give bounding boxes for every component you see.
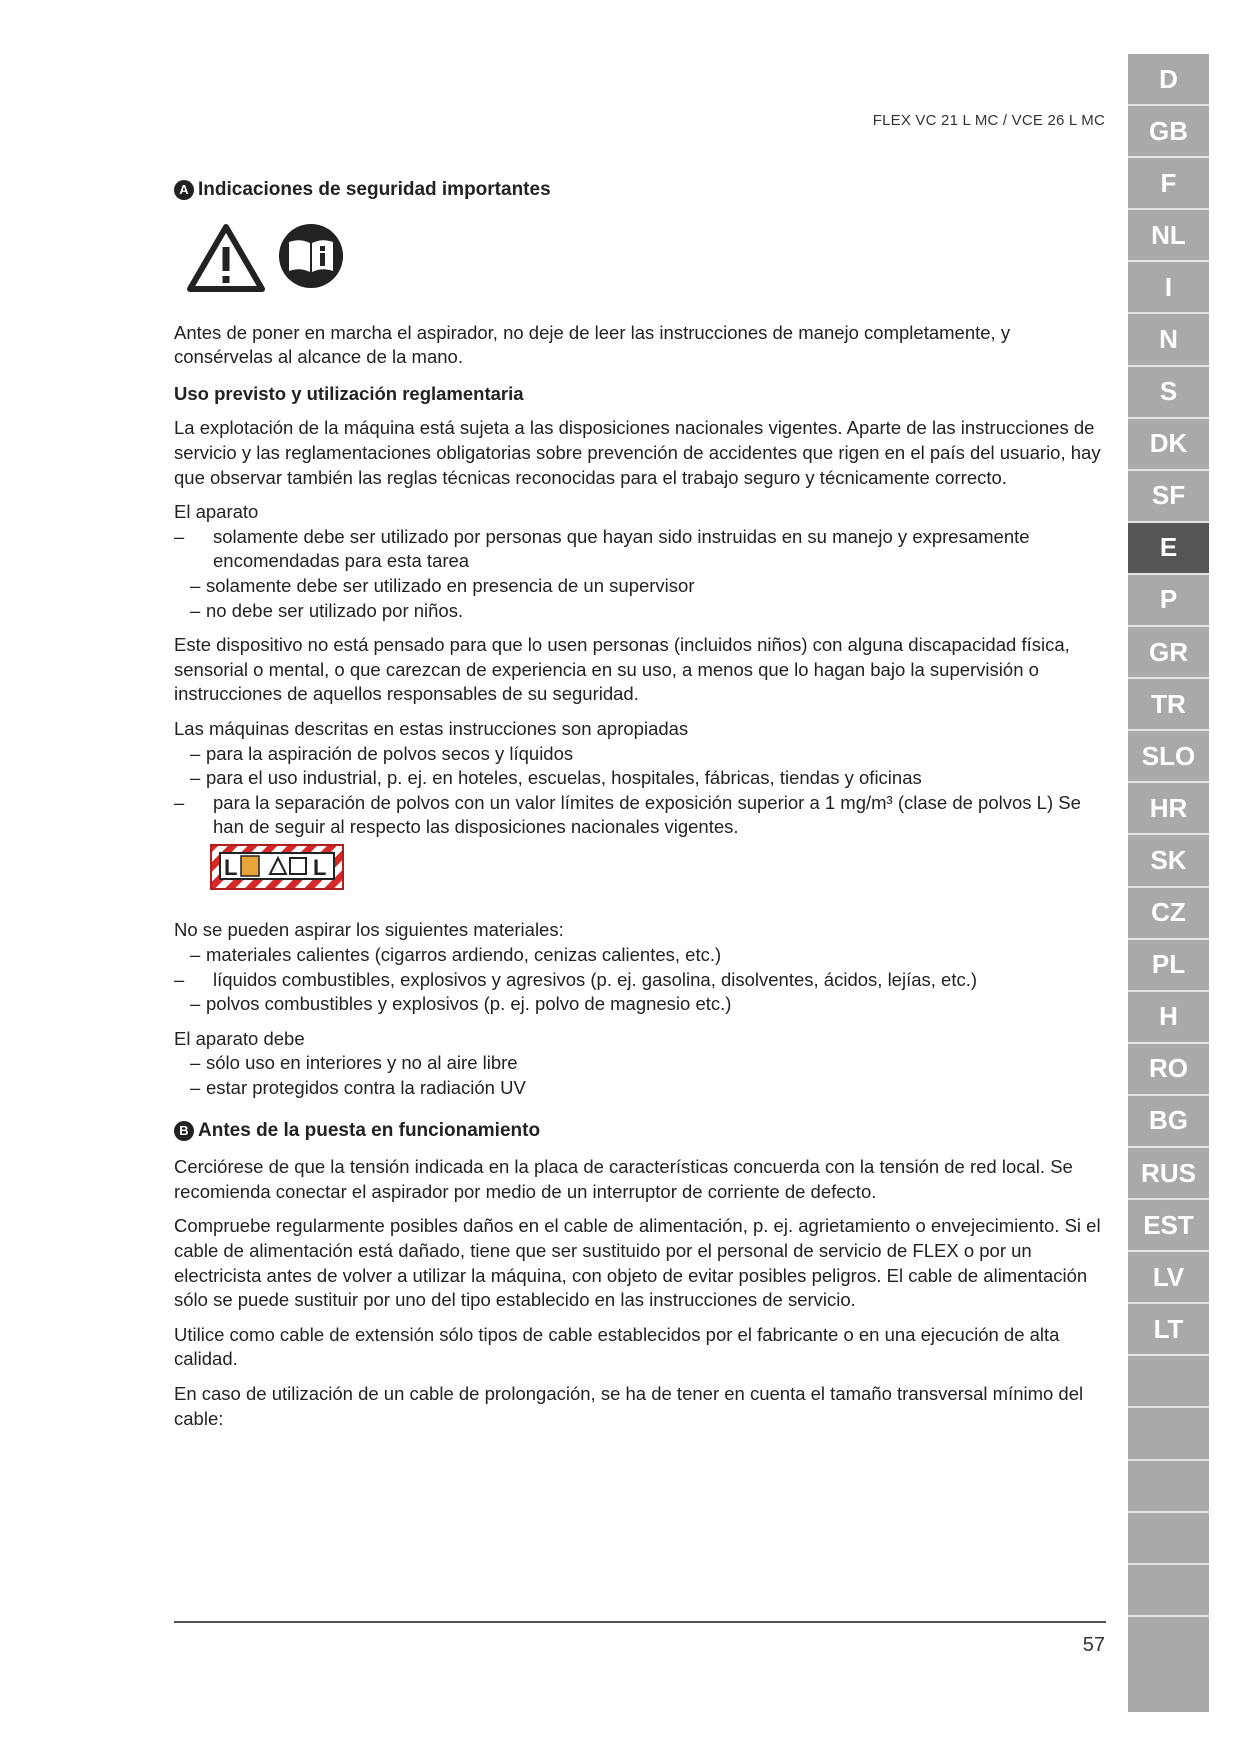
dust-class-l-icon: [210, 844, 344, 890]
header-model-title: FLEX VC 21 L MC / VCE 26 L MC: [872, 112, 1105, 129]
language-sidebar: [1128, 54, 1209, 1712]
language-tab-est[interactable]: EST: [1128, 1200, 1209, 1252]
language-tab-cz[interactable]: CZ: [1128, 888, 1209, 940]
section-b-title: Antes de la puesta en funcionamiento: [198, 1119, 541, 1141]
device-list: [174, 525, 1102, 623]
footer-divider: [174, 1621, 1106, 1623]
language-tab-pl[interactable]: PL: [1128, 940, 1209, 992]
section-b-paragraph-2: Compruebe regularmente posibles daños en el cable de alimentación, p. ej. agrietamiento o envejecimiento. Si el cable de alimentación está dañado, tiene que ser sustituido por el personal de servicio de FLEX o por un electricista antes de volver a utilizar la máquina, con objeto de evitar posibles peligros. El cable de alimentación sólo se puede sustituir por uno del tipo establecido en las instrucciones de servicio.: [174, 1215, 1101, 1311]
list-item: – solamente debe ser utilizado en presencia de un supervisor: [190, 574, 1102, 599]
section-b-heading: [174, 1119, 1102, 1144]
language-tab-s[interactable]: S: [1128, 367, 1209, 419]
language-tab-gb[interactable]: GB: [1128, 106, 1209, 158]
language-tab-lt[interactable]: LT: [1128, 1304, 1209, 1356]
section-b-badge: B: [174, 1121, 194, 1141]
list-item: – polvos combustibles y explosivos (p. ej. polvo de magnesio etc.): [190, 992, 1102, 1017]
warning-triangle-icon: [186, 223, 266, 293]
main-content: [174, 178, 1102, 1441]
language-tab-empty: [1128, 1513, 1209, 1565]
language-tab-d[interactable]: D: [1128, 54, 1209, 106]
dust-label-left: L: [224, 854, 238, 880]
section-a-intro: Antes de poner en marcha el aspirador, no deje de leer las instrucciones de manejo completamente, y consérvelas al alcance de la mano.: [174, 321, 1011, 368]
must-lead: El aparato debe: [174, 1027, 305, 1049]
section-a-heading: [174, 178, 1102, 203]
section-b-paragraph-4: En caso de utilización de un cable de prolongación, se ha de tener en cuenta el tamaño transversal mínimo del cable:: [174, 1382, 1084, 1429]
list-item: – solamente debe ser utilizado por personas que hayan sido instruidas en su manejo y expresamente encomendadas para esta tarea: [174, 525, 1102, 574]
language-tab-empty: [1128, 1408, 1209, 1460]
language-tab-empty: [1128, 1356, 1209, 1408]
read-manual-icon: [278, 223, 344, 289]
list-item: – para el uso industrial, p. ej. en hoteles, escuelas, hospitales, fábricas, tiendas y oficinas: [190, 766, 1102, 791]
no-vacuum-list: [174, 943, 1102, 1017]
language-tab-f[interactable]: F: [1128, 158, 1209, 210]
device-lead: El aparato: [174, 501, 259, 523]
section-b-paragraph-1: Cerciórese de que la tensión indicada en la placa de características concuerda con la tensión de red local. Se recomienda conectar el aspirador por medio de un interruptor de corriente de defecto.: [174, 1156, 1073, 1202]
language-tab-hr[interactable]: HR: [1128, 783, 1209, 835]
language-tab-h[interactable]: H: [1128, 992, 1209, 1044]
language-tab-slo[interactable]: SLO: [1128, 731, 1209, 783]
page-number: 57: [1082, 1634, 1105, 1656]
list-item: – para la separación de polvos con un valor límites de exposición superior a 1 mg/m³ (clase de polvos L) Se han de seguir al respecto las disposiciones nacionales vigentes.: [174, 791, 1102, 840]
language-tab-bg[interactable]: BG: [1128, 1096, 1209, 1148]
section-a-title: Indicaciones de seguridad importantes: [198, 179, 551, 200]
use-paragraph-2: Este dispositivo no está pensado para que lo usen personas (incluidos niños) con alguna discapacidad física, sensorial o mental, o que carezcan de experiencia en su uso, a menos que lo hagan bajo la supervisión o instrucciones de aquellos responsables de su seguridad.: [174, 634, 1070, 705]
must-list: [174, 1051, 1102, 1100]
list-item: – líquidos combustibles, explosivos y agresivos (p. ej. gasolina, disolventes, ácidos, lejías, etc.): [174, 968, 1102, 993]
language-tab-nl[interactable]: NL: [1128, 210, 1209, 262]
language-tab-sf[interactable]: SF: [1128, 471, 1209, 523]
language-tab-rus[interactable]: RUS: [1128, 1148, 1209, 1200]
language-tab-empty: [1128, 1565, 1209, 1617]
language-tab-lv[interactable]: LV: [1128, 1252, 1209, 1304]
language-tab-dk[interactable]: DK: [1128, 419, 1209, 471]
no-vacuum-lead: No se pueden aspirar los siguientes materiales:: [174, 919, 564, 941]
list-item: – materiales calientes (cigarros ardiendo, cenizas calientes, etc.): [190, 943, 1102, 968]
use-heading: Uso previsto y utilización reglamentaria: [174, 382, 524, 404]
use-paragraph-1: La explotación de la máquina está sujeta a las disposiciones nacionales vigentes. Aparte de las instrucciones de servicio y las reglamentaciones obligatorias sobre prevención de accidentes que rigen en el país del usuario, hay que observar también las reglas técnicas reconocidas para el trabajo seguro y técnicamente correcto.: [174, 417, 1101, 488]
language-tab-ro[interactable]: RO: [1128, 1044, 1209, 1096]
language-tab-p[interactable]: P: [1128, 575, 1209, 627]
language-tab-e[interactable]: E: [1128, 523, 1209, 575]
dust-label-right: L: [313, 854, 327, 880]
language-tab-tr[interactable]: TR: [1128, 679, 1209, 731]
language-tab-sk[interactable]: SK: [1128, 835, 1209, 887]
dust-class-l-label: [210, 844, 1102, 897]
list-item: – sólo uso en interiores y no al aire libre: [190, 1051, 1102, 1076]
language-tab-i[interactable]: I: [1128, 262, 1209, 314]
section-a-badge: A: [174, 180, 194, 200]
language-tab-n[interactable]: N: [1128, 314, 1209, 366]
list-item: – estar protegidos contra la radiación UV: [190, 1076, 1102, 1101]
section-b-paragraph-3: Utilice como cable de extensión sólo tipos de cable establecidos por el fabricante o en una ejecución de alta calidad.: [174, 1323, 1060, 1370]
list-item: – para la aspiración de polvos secos y líquidos: [190, 742, 1102, 767]
machines-list: [174, 742, 1102, 840]
machines-lead: Las máquinas descritas en estas instrucciones son apropiadas: [174, 717, 689, 739]
language-tab-gr[interactable]: GR: [1128, 627, 1209, 679]
list-item: – no debe ser utilizado por niños.: [190, 599, 1102, 624]
safety-icons: [186, 223, 1102, 293]
language-tab-empty: [1128, 1461, 1209, 1513]
